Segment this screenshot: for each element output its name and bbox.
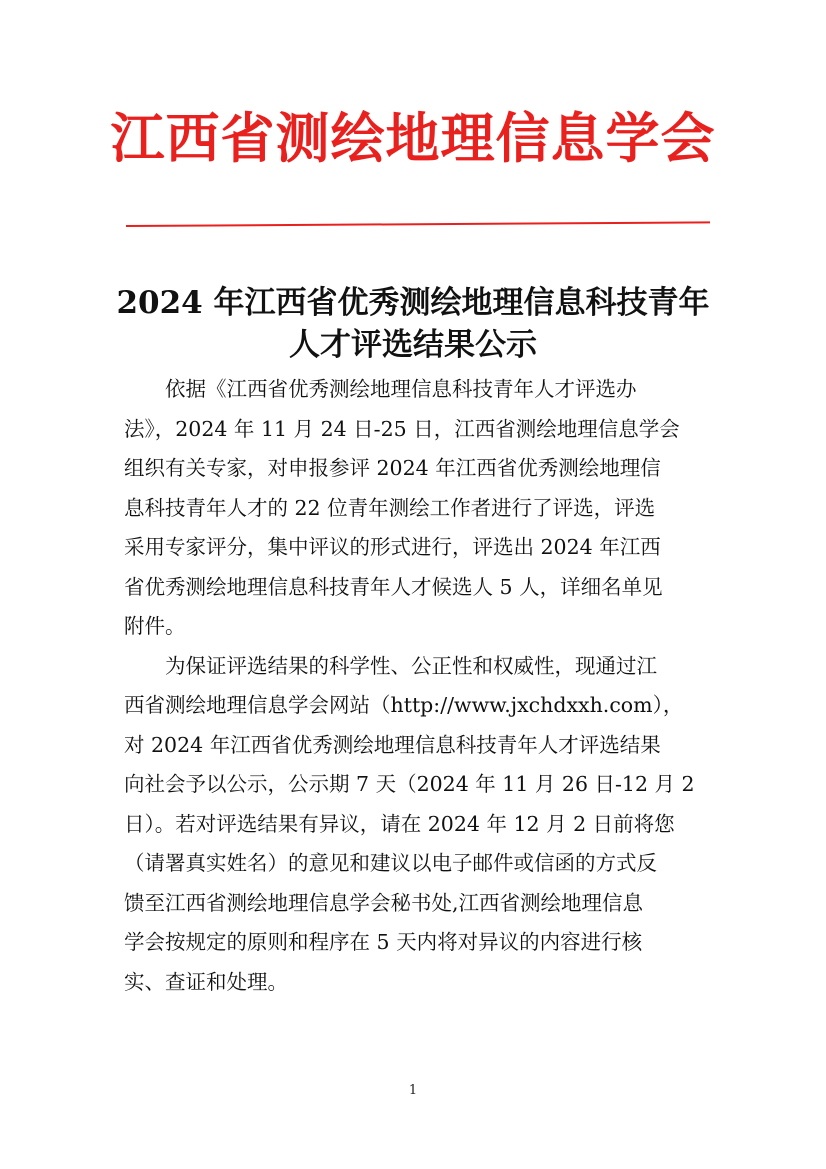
paragraph-1-line-7: 附件。 — [124, 614, 186, 638]
paragraph-1-line-4: 息科技青年人才的 22 位青年测绘工作者进行了评选，评选 — [124, 495, 656, 520]
title-line-1: 2024 年江西省优秀测绘地理信息科技青年 — [116, 285, 710, 321]
paragraph-2-line-5: 日）。若对评选结果有异议，请在 2024 年 12 月 2 日前将您 — [124, 811, 675, 836]
page-number: 1 — [408, 1083, 418, 1098]
paragraph-1-line-5: 采用专家评分，集中评议的形式进行，评选出 2024 年江西 — [124, 535, 661, 559]
organization-header: 江西省测绘地理信息学会 — [110, 106, 716, 170]
paragraph-2-line-6: （请署真实姓名）的意见和建议以电子邮件或信函的方式反 — [124, 851, 657, 875]
header-divider — [126, 221, 710, 227]
paragraph-1-line-2: 法》，2024 年 11 月 24 日-25 日，江西省测绘地理信息学会 — [124, 416, 680, 441]
paragraph-1-line-6: 省优秀测绘地理信息科技青年人才候选人 5 人，详细名单见 — [124, 574, 663, 599]
document-title — [110, 282, 716, 366]
paragraph-1-line-3: 组织有关专家，对申报参评 2024 年江西省优秀测绘地理信 — [124, 456, 661, 480]
paragraph-2-line-8: 学会按规定的原则和程序在 5 天内将对异议的内容进行核 — [124, 930, 643, 954]
paragraph-2-line-1: 为保证评选结果的科学性、公正性和权威性，现通过江 — [165, 653, 657, 678]
body-text — [124, 370, 704, 1002]
title-line-2: 人才评选结果公示 — [289, 327, 537, 363]
paragraph-2-line-3: 对 2024 年江西省优秀测绘地理信息科技青年人才评选结果 — [124, 732, 661, 757]
paragraph-2-line-9: 实、查证和处理。 — [124, 969, 288, 994]
paragraph-2-line-4: 向社会予以公示，公示期 7 天（2024 年 11 月 26 日-12 月 2 — [124, 772, 695, 796]
paragraph-2-line-7: 馈至江西省测绘地理信息学会秘书处,江西省测绘地理信息 — [124, 890, 644, 915]
paragraph-1-line-1: 依据《江西省优秀测绘地理信息科技青年人才评选办 — [165, 377, 637, 401]
paragraph-2-line-2: 西省测绘地理信息学会网站（http://www.jxchdxxh.com）， — [124, 693, 684, 717]
